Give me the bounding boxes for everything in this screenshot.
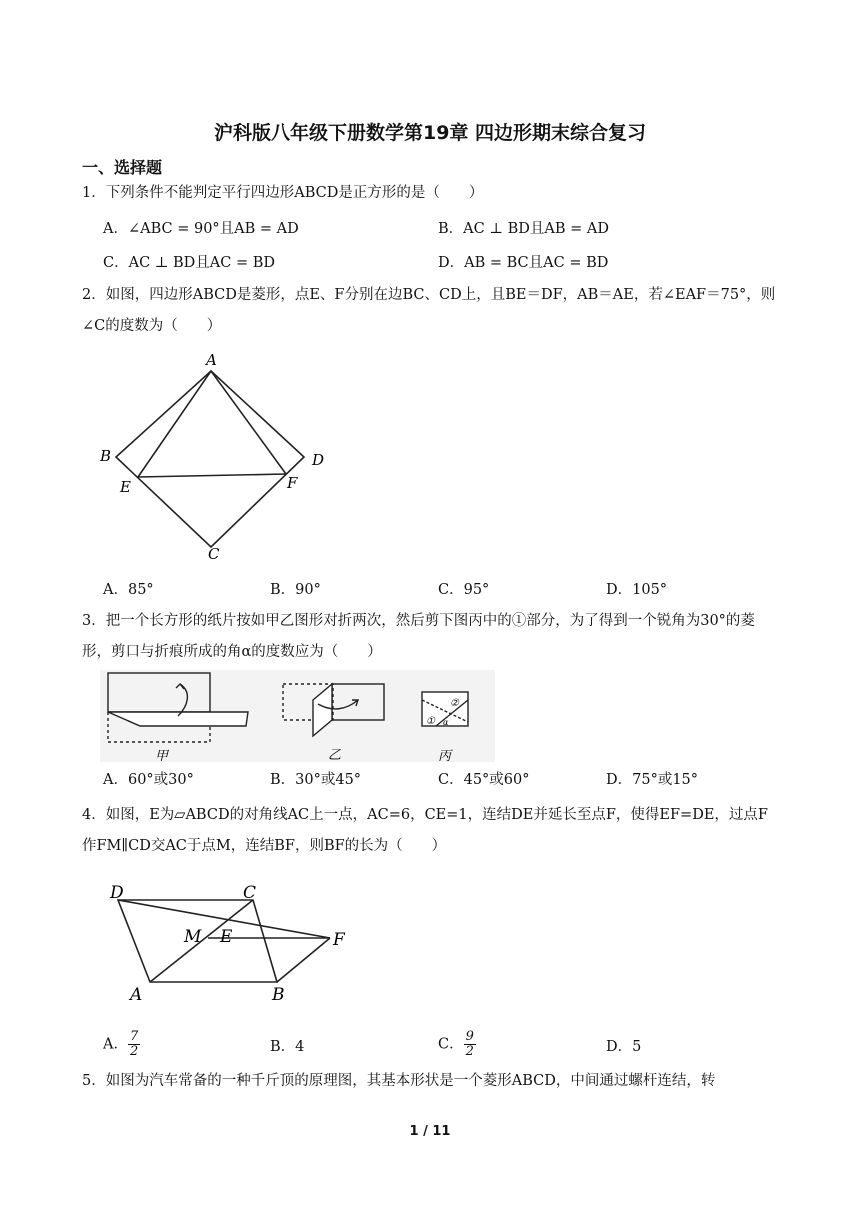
segment-ef: [138, 474, 286, 477]
section-heading: 一、选择题: [82, 158, 163, 177]
label-f: F: [287, 474, 298, 492]
label-a: A: [130, 985, 143, 1005]
q4-option-c-fraction: [464, 1030, 476, 1059]
label-c: C: [208, 545, 220, 563]
q4-option-c-numerator: 9: [465, 1029, 474, 1044]
label-one: ①: [426, 716, 435, 727]
q4-option-a-denominator: 2: [129, 1044, 139, 1059]
q1-option-a: A．∠ABC = 90°且AB = AD: [103, 221, 299, 237]
q2-stem: 2．如图，四边形ABCD是菱形，点E、F分别在边BC、CD上，且BE＝DF，AB＝AE，若∠EAF＝75°，则∠C的度数为（ ）: [82, 287, 776, 334]
q4-option-a-prefix: A．: [103, 1036, 128, 1053]
label-alpha: α: [443, 718, 449, 727]
segment-bf: [277, 938, 330, 982]
page-number: 1 / 11: [409, 1124, 451, 1139]
q4-option-c-denominator: 2: [465, 1044, 474, 1059]
diagonal-ac: [150, 900, 253, 982]
label-e: E: [120, 478, 131, 496]
q3-option-d: D．75°或15°: [606, 772, 699, 788]
label-b: B: [100, 447, 112, 465]
page-title: 沪科版八年级下册数学第19章 四边形期末综合复习: [213, 122, 647, 144]
q1-option-b: B．AC ⊥ BD且AB = AD: [438, 221, 609, 237]
label-yi: 乙: [328, 748, 342, 762]
q2-option-c: C．95°: [438, 582, 490, 598]
q2-rhombus-figure: [90, 345, 340, 565]
q4-option-b: B．4: [270, 1039, 305, 1055]
q4-option-d: D．5: [606, 1039, 642, 1055]
q3-option-c: C．45°或60°: [438, 772, 530, 788]
label-jia: 甲: [155, 749, 169, 762]
q4-option-a-numerator: 7: [129, 1029, 139, 1044]
q3-stem: 3．把一个长方形的纸片按如甲乙图形对折两次，然后剪下图丙中的①部分，为了得到一个锐角为30°的菱形，剪口与折痕所成的角α的度数应为（ ）: [82, 613, 755, 660]
q2-option-d: D．105°: [606, 582, 668, 598]
label-bing: 丙: [438, 749, 452, 762]
label-m: M: [184, 927, 202, 947]
label-a: A: [206, 351, 217, 369]
q5-stem: 5．如图为汽车常备的一种千斤顶的原理图，其基本形状是一个菱形ABCD，中间通过螺杆连结，转: [82, 1073, 716, 1089]
label-c: C: [243, 883, 257, 903]
q4-option-a: [103, 1030, 140, 1059]
label-two: ②: [450, 698, 459, 709]
q3-option-a: A．60°或30°: [103, 772, 194, 788]
q1-stem: 1．下列条件不能判定平行四边形ABCD是正方形的是（ ）: [82, 185, 484, 201]
label-e: E: [220, 927, 233, 947]
label-b: B: [272, 985, 285, 1005]
q4-stem: 4．如图，E为▱ABCD的对角线AC上一点，AC=6，CE=1，连结DE并延长至点F，使得EF=DE，过点F作FM∥CD交AC于点M，连结BF，则BF的长为（ ）: [82, 807, 768, 854]
q4-option-c-prefix: C．: [438, 1036, 464, 1053]
segment-ae: [138, 371, 211, 477]
q2-option-a: A．85°: [103, 582, 154, 598]
q2-option-b: B．90°: [270, 582, 321, 598]
q4-parallelogram-figure: [100, 880, 365, 1005]
q4-option-a-fraction: [128, 1030, 140, 1059]
label-d: D: [110, 883, 124, 903]
q1-option-d: D．AB = BC且AC = BD: [438, 255, 609, 271]
label-f: F: [333, 930, 345, 950]
q1-option-c: C．AC ⊥ BD且AC = BD: [103, 255, 276, 271]
q4-option-c: [438, 1030, 476, 1059]
q3-folding-figure: [100, 670, 495, 762]
segment-af: [211, 371, 286, 474]
label-d: D: [312, 451, 325, 469]
q3-option-b: B．30°或45°: [270, 772, 362, 788]
